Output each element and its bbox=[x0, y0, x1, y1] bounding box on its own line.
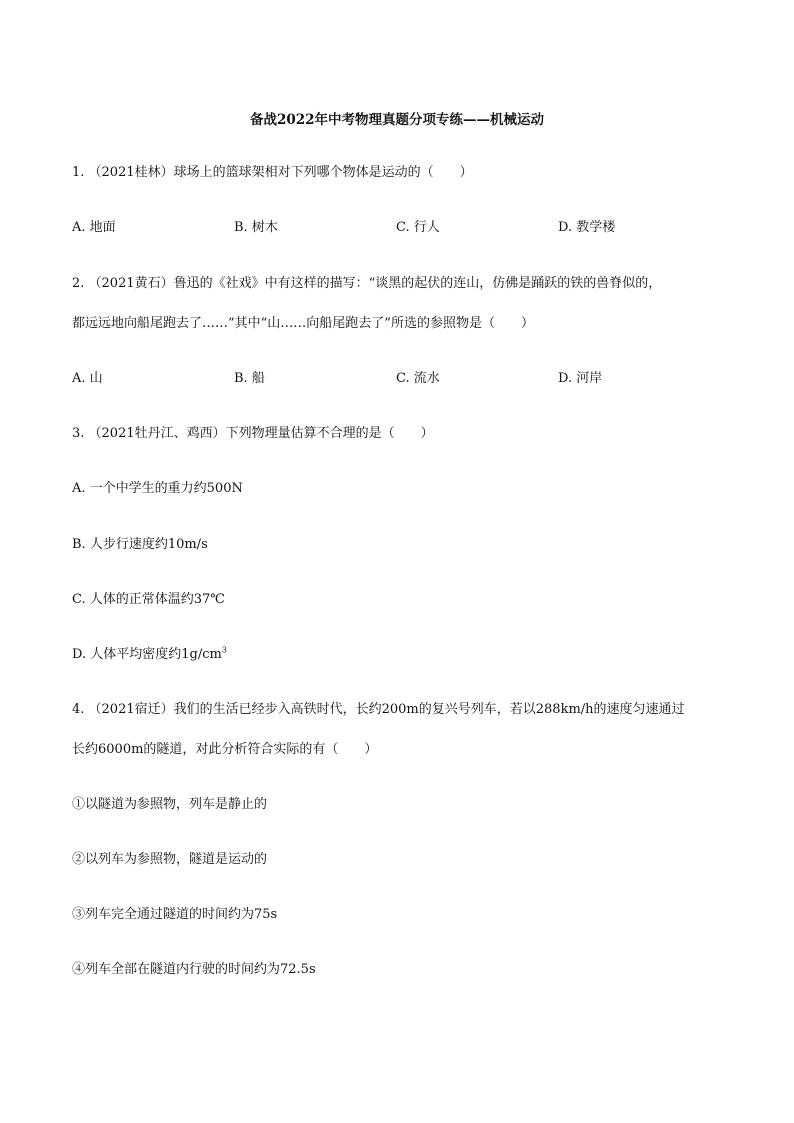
question-3-option-c: C. 人体的正常体温约37℃ bbox=[72, 592, 225, 607]
question-1-option-a: A. 地面 bbox=[72, 220, 116, 235]
question-2-option-c: C. 流水 bbox=[396, 371, 440, 386]
question-2-option-b: B. 船 bbox=[234, 371, 265, 386]
question-2-option-a: A. 山 bbox=[72, 371, 103, 386]
question-2-stem-line-1: 2. （2021黄石）鲁迅的《社戏》中有这样的描写：“谈黑的起伏的连山，仿佛是踊跃的铁的兽脊似的， bbox=[72, 276, 662, 291]
question-1-option-d: D. 教学楼 bbox=[558, 220, 616, 235]
question-3-option-d bbox=[72, 647, 227, 663]
question-3-option-b: B. 人步行速度约10m/s bbox=[72, 537, 208, 552]
question-3-stem: 3. （2021牡丹江、鸡西）下列物理量估算不合理的是（ ） bbox=[72, 426, 434, 441]
question-1-stem: 1. （2021桂林）球场上的篮球架相对下列哪个物体是运动的（ ） bbox=[72, 165, 473, 180]
question-3-option-a: A. 一个中学生的重力约500N bbox=[72, 481, 243, 496]
question-3-option-d-text: D. 人体平均密度约1g/cm bbox=[72, 647, 222, 662]
question-4-statement-3: ③列车完全通过隧道的时间约为75s bbox=[72, 907, 278, 922]
question-4-statement-1: ①以隧道为参照物，列车是静止的 bbox=[72, 797, 268, 812]
question-4-stem-line-2: 长约6000m的隧道，对此分析符合实际的有（ ） bbox=[72, 742, 378, 757]
page-title: 备战2022年中考物理真题分项专练——机械运动 bbox=[249, 112, 545, 128]
question-1-option-c: C. 行人 bbox=[396, 220, 440, 235]
question-3-option-d-superscript: 3 bbox=[221, 645, 227, 655]
question-4-statement-4: ④列车全部在隧道内行驶的时间约为72.5s bbox=[72, 962, 316, 977]
question-2-stem-line-2: 都远远地向船尾跑去了……”其中“山……向船尾跑去了”所选的参照物是（ ） bbox=[72, 316, 534, 331]
question-2-option-d: D. 河岸 bbox=[558, 371, 603, 386]
question-4-statement-2: ②以列车为参照物，隧道是运动的 bbox=[72, 852, 268, 867]
question-4-stem-line-1: 4. （2021宿迁）我们的生活已经步入高铁时代，长约200m的复兴号列车，若以288km/h的速度匀速通过 bbox=[72, 702, 685, 717]
question-1-option-b: B. 树木 bbox=[234, 220, 278, 235]
